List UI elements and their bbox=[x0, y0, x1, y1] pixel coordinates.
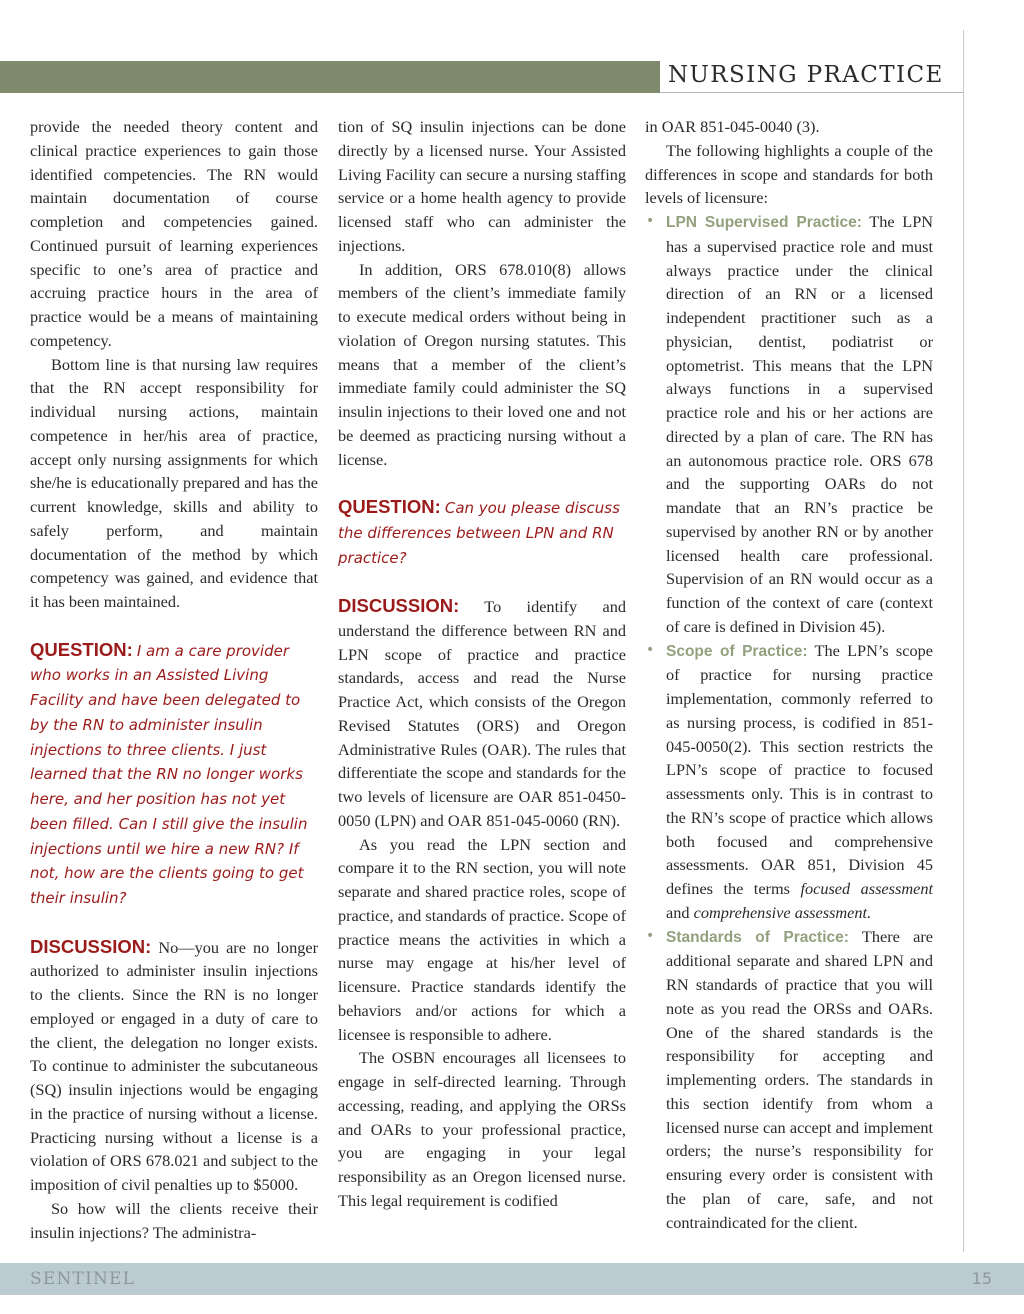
bullet-label: Scope of Practice: bbox=[666, 642, 808, 660]
paragraph: So how will the clients receive their insulin injections? The administra- bbox=[30, 1198, 318, 1242]
column-3 bbox=[645, 115, 933, 1234]
discussion-block bbox=[338, 594, 626, 833]
question-label: QUESTION: bbox=[338, 496, 441, 517]
discussion-text: No—you are no longer authorized to administer insulin injections to the clients. Since the RN is no longer employed or engaged in a duty of care to the client, the delegation no longer exists. To continue to administer the subcutaneous (SQ) insulin injections would be engaging in the practice of nursing without a license. Practicing nursing without a license is a violation of ORS 678.021 and subject to the imposition of civil penalties up to $5000. bbox=[30, 937, 318, 1194]
bullet-icon: • bbox=[646, 927, 655, 944]
discussion-label: DISCUSSION: bbox=[30, 935, 152, 957]
list-item bbox=[645, 210, 933, 639]
paragraph: The OSBN encourages all licensees to engage in self-directed learning. Through accessing, reading, and applying the ORSs and OARs to your professional practice, you are engaging in your legal responsibility as an Oregon licensed nurse. This legal requirement is codified bbox=[338, 1048, 626, 1210]
discussion-block bbox=[30, 935, 318, 1197]
header-bar bbox=[0, 61, 660, 93]
publication-name: SENTINEL bbox=[30, 1269, 136, 1289]
paragraph: The following highlights a couple of the differences in scope and standards for both levels of licensure: bbox=[645, 140, 933, 208]
bullet-icon: • bbox=[646, 641, 655, 658]
paragraph: Bottom line is that nursing law requires that the RN accept responsibility for individual nursing actions, maintain competence in her/his area of practice, accept only nursing assignments for which she/he is educationally prepared and has the current knowledge, skills and ability to safely perform, and maintain documentation of the method by which competency was gained, and evidence that it has been maintained. bbox=[30, 354, 318, 611]
question-block bbox=[338, 495, 626, 570]
discussion-label: DISCUSSION: bbox=[338, 595, 460, 616]
column-2 bbox=[338, 115, 626, 1213]
bullet-icon: • bbox=[646, 213, 655, 229]
list-item bbox=[645, 639, 933, 925]
paragraph: In addition, ORS 678.010(8) allows members of the client’s immediate family to execute medical orders without being in violation of Oregon nursing statutes. This means that a member of the client’s immediate family could administer the SQ insulin injections to their loved one and not be deemed as practicing nursing without a license. bbox=[338, 259, 626, 469]
section-title: NURSING PRACTICE bbox=[668, 62, 944, 88]
footer-bar bbox=[0, 1263, 1024, 1295]
bullet-label: LPN Supervised Practice: bbox=[666, 214, 862, 231]
question-text: Can you please discuss the differences between LPN and RN practice? bbox=[338, 499, 620, 567]
question-text: I am a care provider who works in an Assisted Living Facility and have been delegated to by the RN to administer insulin injections to three clients. I just learned that the RN no longer works here, and her position has not yet been filled. Can I still give the insulin injections until we hire a new RN? If not, how are the clients going to get their insulin? bbox=[30, 641, 308, 907]
term-emphasis: focused assessment bbox=[800, 879, 933, 898]
list-item bbox=[645, 925, 933, 1235]
paragraph: tion of SQ insulin injections can be done directly by a licensed nurse. Your Assisted Living Facility can secure a nursing staffing service or a home health agency to provide licensed staff who can administer the injections. bbox=[338, 117, 626, 255]
margin-rule bbox=[963, 30, 964, 1252]
paragraph: provide the needed theory content and clinical practice experiences to gain those identified competencies. The RN would maintain documentation of course completion and competencies gained. Continued pursuit of learning experiences specific to one’s area of practice and accruing practice hours in the area of practice would be a means of maintaining competency. bbox=[30, 117, 318, 350]
bullet-text: and bbox=[666, 902, 690, 922]
bullet-list bbox=[645, 210, 933, 1234]
paragraph: in OAR 851-045-0040 (3). bbox=[645, 117, 820, 136]
term-emphasis: comprehensive assessment. bbox=[693, 902, 872, 922]
header-rule bbox=[660, 92, 964, 93]
question-block bbox=[30, 638, 318, 911]
bullet-text: The LPN’s scope of practice for nursing practice implementation, commonly referred to as nursing process, is codified in 851-045-0050(2). This section restricts the LPN’s scope of practice to focused assessments only. This is in contrast to the RN’s scope of practice which allows both focused and comprehensive assessments. OAR 851, Division 45 defines the terms bbox=[666, 640, 934, 898]
bullet-label: Standards of Practice: bbox=[666, 928, 849, 946]
question-label: QUESTION: bbox=[30, 638, 133, 660]
paragraph: As you read the LPN section and compare it to the RN section, you will note separate and shared practice roles, scope of practice, and standards of practice. Scope of practice means the activities in which a nurse may engage at his/her level of licensure. Practice standards identify the behaviors and/or actions for which a licensee is responsible to adhere. bbox=[338, 834, 626, 1044]
discussion-text: To identify and understand the difference between RN and LPN scope of practice and practice standards, access and read the Nurse Practice Act, which consists of the Oregon Revised Statutes (ORS) and Oregon Administrative Rules (OAR). The rules that differentiate the scope and standards for the two levels of licensure are OAR 851-0450-0050 (LPN) and OAR 851-045-0060 (RN). bbox=[338, 597, 626, 830]
column-1 bbox=[30, 115, 318, 1244]
bullet-text: The LPN has a supervised practice role and must always practice under the clinical direction of an RN or a licensed independent practitioner such as a physician, dentist, podiatrist or optometrist. This means that the LPN always functions in a supervised practice role and his or her actions are directed by a plan of care. The RN has an autonomous practice role. ORS 678 and the supporting OARs do not mandate that an RN’s practice be supervised by another RN or by another licensed health care professional. Supervision of an RN would occur as a function of the context of care (context of care is defined in Division 45). bbox=[666, 212, 934, 636]
bullet-text: There are additional separate and shared LPN and RN standards of practice that you will note as you read the ORSs and OARs. One of the shared standards is the responsibility for accepting and implementing orders. The standards in this section identify from whom a licensed nurse can accept and implement orders; the nurse’s responsibility for ensuring every order is consistent with the plan of care, safe, and not contraindicated for the client. bbox=[666, 926, 934, 1232]
page-number: 15 bbox=[971, 1269, 992, 1288]
